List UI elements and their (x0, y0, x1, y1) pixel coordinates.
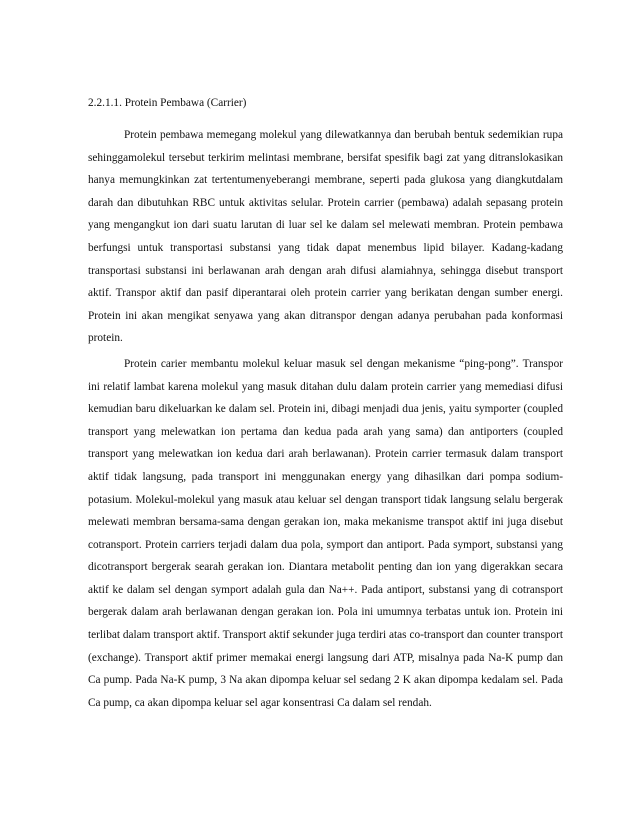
section-heading: 2.2.1.1. Protein Pembawa (Carrier) (88, 97, 247, 109)
paragraph-protein-carier: Protein carier membantu molekul keluar masuk sel dengan mekanisme “ping-pong”. Transpor ini relatif lambat karena molekul yang masuk ditahan dulu dalam protein carrier yang memediasi difusi kemudian baru dikeluarkan ke dalam sel. Protein ini, dibagi menjadi dua jenis, yaitu symporter (coupled transport yang melewatkan ion pertama dan kedua pada arah yang sama) dan antiporters (coupled transport yang melewatkan ion kedua dari arah berlawanan). Protein carrier termasuk dalam transport aktif tidak langsung, pada transport ini menggunakan energy yang dihasilkan dari pompa sodium-potasium. Molekul-molekul yang masuk atau keluar sel dengan transport tidak langsung selalu bergerak melewati membran bersama-sama dengan gerakan ion, maka mekanisme transpot aktif ini juga disebut cotransport. Protein carriers terjadi dalam dua pola, symport dan antiport. Pada symport, substansi yang dicotransport bergerak searah gerakan ion. Diantara metabolit penting dan ion yang digerakkan secara aktif ke dalam sel dengan symport adalah gula dan Na++. Pada antiport, substansi yang di cotransport bergerak dalam arah berlawanan dengan gerakan ion. Pola ini umumnya terbatas untuk ion. Protein ini terlibat dalam transport aktif. Transport aktif sekunder juga terdiri atas co-transport dan counter transport (exchange). Transport aktif primer memakai energi langsung dari ATP, misalnya pada Na-K pump dan Ca pump. Pada Na-K pump, 3 Na akan dipompa keluar sel sedang 2 K akan dipompa kedalam sel. Pada Ca pump, ca akan dipompa keluar sel agar konsentrasi Ca dalam sel rendah. (88, 357, 563, 709)
document-body (88, 93, 563, 717)
paragraph-protein-pembawa: Protein pembawa memegang molekul yang dilewatkannya dan berubah bentuk sedemikian rupa sehinggamolekul tersebut terkirim melintasi membrane, bersifat spesifik bagi zat yang ditranslokasikan hanya memungkinkan zat tertentumenyeberangi membrane, seperti pada glukosa yang diangkutdalam darah dan dibutuhkan RBC untuk aktivitas selular. Protein carrier (pembawa) adalah sepasang protein yang mengangkut ion dari suatu larutan di luar sel ke dalam sel melewati membran. Protein pembawa berfungsi untuk transportasi substansi yang tidak dapat menembus lipid bilayer. Kadang-kadang transportasi substansi ini berlawanan arah dengan arah difusi alamiahnya, sehingga disebut transport aktif. Transpor aktif dan pasif diperantarai oleh protein carrier yang berikatan dengan sumber energi. Protein ini akan mengikat senyawa yang akan ditranspor dengan adanya perubahan pada konformasi protein. (88, 129, 563, 345)
